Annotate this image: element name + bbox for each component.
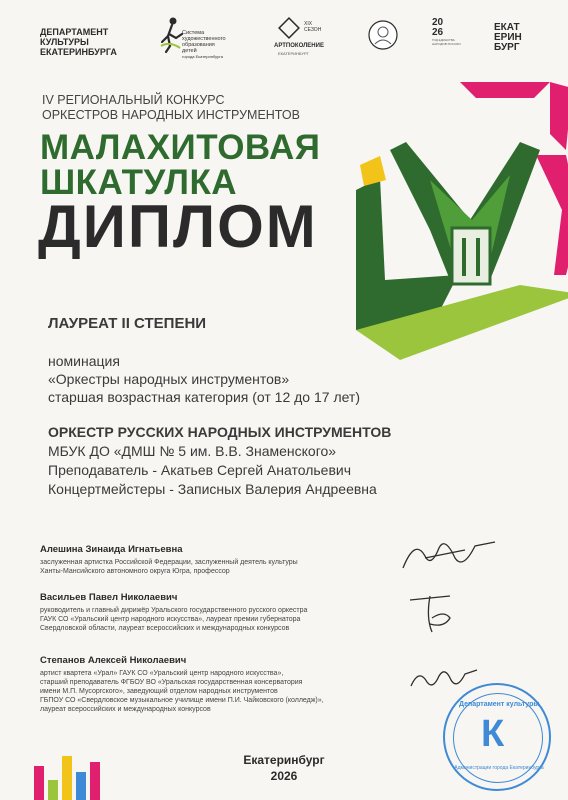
- artpokolenie-subtext: ЕКАТЕРИНБУРГ: [278, 51, 309, 56]
- artpokolenie-text: АРТПОКОЛЕНИЕ: [274, 43, 324, 49]
- signature-1: [395, 528, 505, 578]
- teacher-name: Преподаватель - Акатьев Сергей Анатольевич: [48, 462, 352, 478]
- jury-title-line: имени М.П. Мусоргского», заведующий отделом народных инструментов: [40, 688, 278, 695]
- ekb-logo-line: ЕРИН: [494, 32, 522, 43]
- jury-member: [40, 544, 420, 576]
- art-education-logo: [158, 16, 228, 59]
- dept-logo-line: ЕКАТЕРИНБУРГА: [40, 47, 117, 57]
- artpokolenie-logo: [268, 17, 330, 57]
- jury-name: Степанов Алексей Николаевич: [40, 655, 187, 666]
- dancer-icon: [158, 16, 184, 54]
- jury-title-line: Ханты-Мансийского автономного округа Югра, профессор: [40, 568, 230, 575]
- footer-city: Екатеринбург: [243, 753, 325, 767]
- ekb-logo-line: ЕКАТ: [494, 22, 520, 33]
- nomination-line: старшая возрастная категория (от 12 до 17 лет): [48, 389, 361, 405]
- dept-logo-line: ДЕПАРТАМЕНТ: [40, 27, 109, 37]
- diploma-title: ДИПЛОМ: [38, 193, 318, 260]
- contest-name-line: МАЛАХИТОВАЯ: [40, 128, 321, 167]
- jury-title-line: Свердловской области, лауреат всероссийских и международных конкурсов: [40, 625, 290, 632]
- jury-title-line: артист квартета «Урал» ГАУК СО «Уральский центр народного искусства»,: [40, 670, 284, 677]
- year-logo-subtext: ГОД ЕДИНСТВА НАРОДОВ РОССИИ: [432, 38, 461, 46]
- year-2026-logo: [432, 18, 466, 58]
- jury-name: Васильев Павел Николаевич: [40, 592, 178, 603]
- stamp-bottom-text: Администрации города Екатеринбурга: [454, 765, 544, 771]
- jury-title-line: старший преподаватель ФГБОУ ВО «Уральская государственная консерватория: [40, 679, 303, 686]
- decorative-bars: [34, 752, 114, 800]
- accompanist-name: Концертмейстеры - Записных Валерия Андреевна: [48, 481, 377, 497]
- ekaterinburg-logo: [494, 23, 522, 53]
- dept-logo-line: КУЛЬТУРЫ: [40, 37, 89, 47]
- orchestra-name: ОРКЕСТР РУССКИХ НАРОДНЫХ ИНСТРУМЕНТОВ: [48, 424, 392, 440]
- season-number: XIX: [304, 21, 313, 27]
- system-logo-line: образования детей: [182, 42, 215, 54]
- season-label: СЕЗОН: [304, 27, 322, 33]
- stamp-letter: К: [481, 713, 505, 755]
- jury-title-line: ГАУК СО «Уральский центр народного искусства», лауреат премии губернатора: [40, 616, 301, 623]
- jury-name: Алешина Зинаида Игнатьевна: [40, 544, 183, 555]
- participant-block: [48, 423, 391, 499]
- contest-subtitle-line: IV РЕГИОНАЛЬНЫЙ КОНКУРС: [42, 93, 225, 107]
- official-stamp: [443, 683, 551, 791]
- year-logo-bottom: 26: [432, 27, 444, 38]
- jury-member: [40, 655, 420, 714]
- jury-title-line: руководитель и главный дирижёр Уральского государственного русского оркестра: [40, 607, 308, 614]
- year-logo-top: 20: [432, 17, 444, 28]
- nomination-block: [48, 352, 360, 406]
- footer-year: 2026: [270, 769, 298, 783]
- diamond-icon: [278, 17, 300, 39]
- school-name: МБУК ДО «ДМШ № 5 им. В.В. Знаменского»: [48, 443, 337, 459]
- system-logo-line: Система: [182, 30, 205, 36]
- jury-title-line: лауреат всероссийских и международных конкурсов: [40, 706, 211, 713]
- dept-culture-logo: [40, 27, 117, 57]
- jury-member: [40, 592, 420, 633]
- contest-subtitle: [42, 93, 300, 123]
- footer: [230, 752, 338, 784]
- award-title: ЛАУРЕАТ II СТЕПЕНИ: [48, 315, 207, 332]
- signature-2: [400, 588, 470, 638]
- system-logo-line: города Екатеринбурга: [182, 54, 223, 59]
- system-logo-line: художественного: [182, 36, 226, 42]
- contest-subtitle-line: ОРКЕСТРОВ НАРОДНЫХ ИНСТРУМЕНТОВ: [42, 108, 300, 122]
- malachite-box-emblem: [340, 70, 568, 390]
- jury-title-line: заслуженная артистка Российской Федерации, заслуженный деятель культуры: [40, 559, 298, 566]
- ekb-logo-line: БУРГ: [494, 42, 520, 53]
- portrait-medallion-icon: [367, 19, 399, 51]
- stamp-top-text: Департамент культуры: [459, 701, 540, 708]
- contest-name-line: ШКАТУЛКА: [40, 163, 238, 202]
- jury-title-line: ГБПОУ СО «Свердловское музыкальное училище имени П.И. Чайковского (колледж)»,: [40, 697, 324, 704]
- nomination-line: номинация: [48, 353, 120, 369]
- contest-name: [40, 130, 320, 200]
- nomination-line: «Оркестры народных инструментов»: [48, 371, 290, 387]
